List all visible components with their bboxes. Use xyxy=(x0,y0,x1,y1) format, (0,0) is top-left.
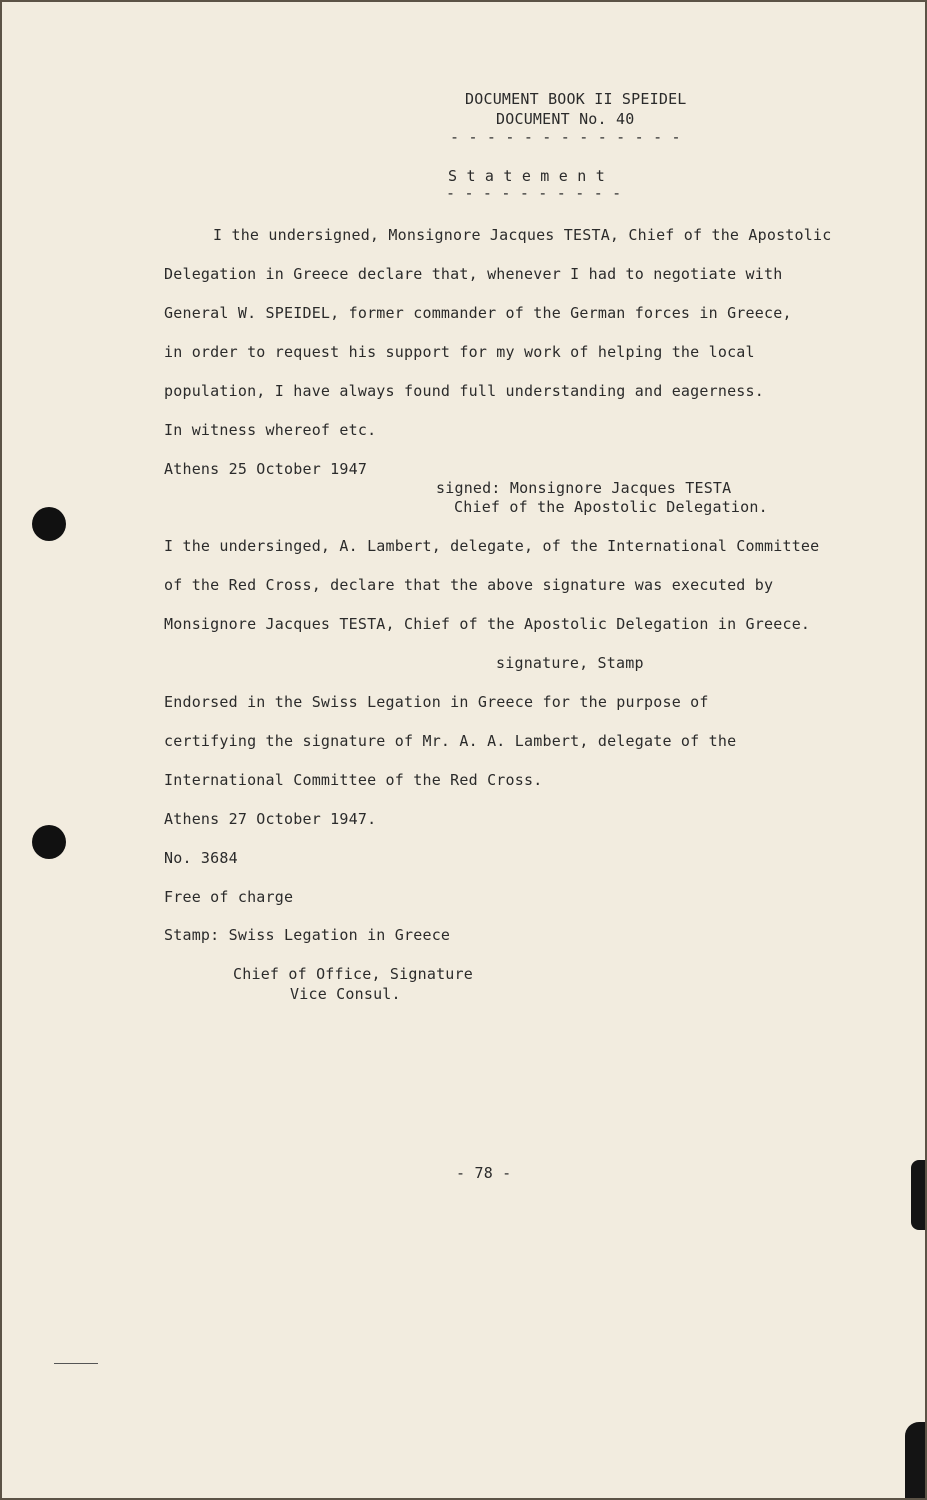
statement-line-6: In witness whereof etc. xyxy=(164,421,377,439)
endorsement-consul: Vice Consul. xyxy=(290,985,401,1003)
statement-signature: signed: Monsignore Jacques TESTA xyxy=(436,479,732,497)
margin-mark xyxy=(54,1363,98,1364)
statement-place-date: Athens 25 October 1947 xyxy=(164,460,368,478)
punch-hole-upper xyxy=(32,507,66,541)
endorsement-fee: Free of charge xyxy=(164,888,294,906)
endorsement-date: Athens 27 October 1947. xyxy=(164,810,377,828)
statement-line-2: Delegation in Greece declare that, whenever I had to negotiate with xyxy=(164,265,783,283)
statement-line-4: in order to request his support for my work of helping the local xyxy=(164,343,755,361)
statement-title: S t a t e m e n t xyxy=(448,167,605,185)
endorsement-line-2: certifying the signature of Mr. A. A. Lambert, delegate of the xyxy=(164,732,737,750)
page-number: - 78 - xyxy=(456,1164,512,1182)
statement-line-1: I the undersigned, Monsignore Jacques TESTA, Chief of the Apostolic xyxy=(213,226,832,244)
certification-line-1: I the undersinged, A. Lambert, delegate, of the International Committee xyxy=(164,537,820,555)
endorsement-line-3: International Committee of the Red Cross. xyxy=(164,771,543,789)
certification-line-3: Monsignore Jacques TESTA, Chief of the Apostolic Delegation in Greece. xyxy=(164,615,811,633)
binder-clip-lower xyxy=(905,1422,925,1498)
title-rule: - - - - - - - - - - xyxy=(446,184,622,202)
punch-hole-lower xyxy=(32,825,66,859)
endorsement-stamp: Stamp: Swiss Legation in Greece xyxy=(164,926,451,944)
endorsement-number: No. 3684 xyxy=(164,849,238,867)
document-book-heading: DOCUMENT BOOK II SPEIDEL xyxy=(465,90,687,108)
certification-line-2: of the Red Cross, declare that the above signature was executed by xyxy=(164,576,774,594)
endorsement-office: Chief of Office, Signature xyxy=(233,965,473,983)
header-rule: - - - - - - - - - - - - - xyxy=(450,128,681,146)
statement-signature-title: Chief of the Apostolic Delegation. xyxy=(454,498,768,516)
document-number: DOCUMENT No. 40 xyxy=(496,110,635,128)
statement-line-3: General W. SPEIDEL, former commander of the German forces in Greece, xyxy=(164,304,792,322)
binder-clip-upper xyxy=(911,1160,925,1230)
statement-line-5: population, I have always found full understanding and eagerness. xyxy=(164,382,764,400)
endorsement-line-1: Endorsed in the Swiss Legation in Greece for the purpose of xyxy=(164,693,709,711)
certification-signature: signature, Stamp xyxy=(496,654,644,672)
